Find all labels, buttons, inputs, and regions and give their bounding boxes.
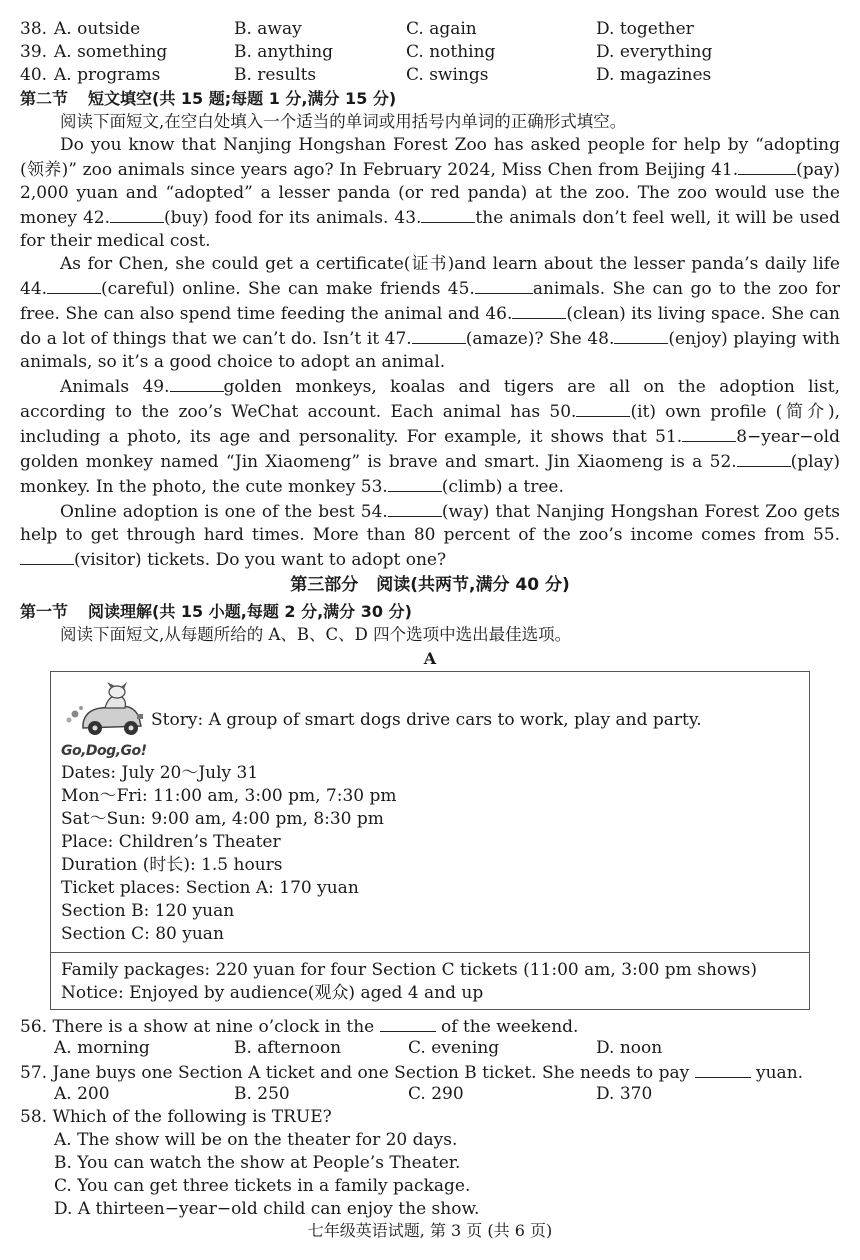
question-57-stem: 57. Jane buys one Section A ticket and one Section B ticket. She needs to pay yuan. bbox=[20, 1060, 840, 1083]
option-a[interactable]: A. something bbox=[54, 42, 168, 62]
option-c[interactable]: C. 290 bbox=[408, 1084, 464, 1104]
ad-family-packages: Family packages: 220 yuan for four Section C tickets (11:00 am, 3:00 pm shows) bbox=[61, 960, 758, 980]
option-b[interactable]: B. 250 bbox=[234, 1084, 290, 1104]
blank-47[interactable] bbox=[412, 326, 466, 344]
blank-56[interactable] bbox=[380, 1014, 436, 1032]
ad-main bbox=[51, 672, 809, 952]
option-c[interactable]: C. swings bbox=[406, 65, 489, 85]
page-footer: 七年级英语试题, 第 3 页 (共 6 页) bbox=[307, 1221, 553, 1240]
ad-footer bbox=[51, 952, 809, 1009]
part-3-section-1-heading bbox=[20, 600, 840, 623]
option-c[interactable]: C. nothing bbox=[406, 42, 496, 62]
option-a[interactable]: A. The show will be on the theater for 20 days. bbox=[54, 1130, 458, 1150]
logo-text: Go,Dog,Go! bbox=[61, 743, 147, 759]
option-d[interactable]: D. 370 bbox=[596, 1084, 653, 1104]
question-number: 40. bbox=[20, 65, 48, 85]
cloze-paragraph-4: Online adoption is one of the best 54. (way) that Nanjing Hongshan Forest Zoo gets help to get through hard times. More than 80 percent of the zoo’s income comes from 55.(visitor) tickets. Do you want to adopt one? bbox=[20, 499, 840, 572]
blank-42[interactable] bbox=[110, 205, 164, 223]
question-number: 39. bbox=[20, 42, 48, 62]
cloze-paragraph-2: As for Chen, she could get a certificate(证书)and learn about the lesser panda’s daily life 44. (careful) online. She can make friends 45. animals. She can go to the zoo for free. She can also spend time feeding the animal and 46. (clean) its living space. She can do a lot of things that we can’t do. Isn’t it 47. (amaze)? She 48. (enjoy) playing with animals, so it’s a good choice to adopt an animal. bbox=[20, 254, 840, 372]
question-56-stem: 56. There is a show at nine o’clock in the of the weekend. bbox=[20, 1014, 840, 1037]
ad-ticket-section-a: Ticket places: Section A: 170 yuan bbox=[61, 878, 359, 898]
option-c[interactable]: C. evening bbox=[408, 1038, 500, 1058]
option-d[interactable]: D. noon bbox=[596, 1038, 663, 1058]
section-2-instruction: 阅读下面短文,在空白处填入一个适当的单词或用括号内单词的正确形式填空。 bbox=[60, 112, 627, 131]
cloze-passage bbox=[20, 134, 840, 572]
blank-57[interactable] bbox=[695, 1060, 751, 1078]
blank-54[interactable] bbox=[388, 499, 442, 517]
blank-44[interactable] bbox=[47, 276, 101, 294]
section-1-title: 阅读理解(共 15 小题,每题 2 分,满分 30 分) bbox=[88, 602, 412, 621]
option-a[interactable]: A. outside bbox=[54, 19, 141, 39]
dog-car-logo-icon bbox=[61, 680, 153, 740]
question-number: 38. bbox=[20, 19, 48, 39]
option-c[interactable]: C. You can get three tickets in a family package. bbox=[54, 1176, 471, 1196]
part-3-heading bbox=[20, 574, 840, 600]
ad-weekend-times: Sat〜Sun: 9:00 am, 4:00 pm, 8:30 pm bbox=[61, 809, 384, 829]
blank-43[interactable] bbox=[421, 205, 475, 223]
option-b[interactable]: B. results bbox=[234, 65, 317, 85]
ad-ticket-section-b: Section B: 120 yuan bbox=[61, 901, 235, 921]
ad-duration: Duration (时长): 1.5 hours bbox=[61, 855, 283, 875]
section-2-title: 短文填空(共 15 题;每题 1 分,满分 15 分) bbox=[88, 89, 397, 108]
blank-52[interactable] bbox=[737, 449, 791, 467]
option-a[interactable]: A. programs bbox=[54, 65, 161, 85]
section-2-label: 第二节 bbox=[20, 89, 69, 108]
section-2-heading bbox=[20, 87, 840, 110]
ad-story: Story: A group of smart dogs drive cars to work, play and party. bbox=[151, 710, 702, 730]
option-a[interactable]: A. 200 bbox=[54, 1084, 110, 1104]
show-advertisement bbox=[50, 671, 810, 1010]
cloze-paragraph-3: Animals 49. golden monkeys, koalas and tigers are all on the adoption list, according to the zoo’s WeChat account. Each animal has 50. (it) own profile (简介), including a photo, its age and personality. For example, it shows that 51. 8−year−old golden monkey named “Jin Xiaomeng” is brave and smart. Jin Xiaomeng is a 52. (play) monkey. In the photo, the cute monkey 53. (climb) a tree. bbox=[20, 374, 840, 499]
question-38 bbox=[20, 18, 840, 41]
option-d[interactable]: D. everything bbox=[596, 42, 713, 62]
question-39 bbox=[20, 41, 840, 64]
part-3-title: 阅读(共两节,满分 40 分) bbox=[376, 575, 570, 595]
blank-45[interactable] bbox=[475, 276, 533, 294]
exam-page bbox=[20, 18, 840, 1221]
passage-letter: A bbox=[423, 649, 437, 668]
question-57-options bbox=[20, 1083, 840, 1106]
question-40 bbox=[20, 64, 840, 87]
ad-ticket-section-c: Section C: 80 yuan bbox=[61, 924, 224, 944]
ad-weekday-times: Mon〜Fri: 11:00 am, 3:00 pm, 7:30 pm bbox=[61, 786, 397, 806]
blank-51[interactable] bbox=[682, 424, 736, 442]
option-d[interactable]: D. magazines bbox=[596, 65, 712, 85]
option-d[interactable]: D. together bbox=[596, 19, 694, 39]
ad-dates: Dates: July 20〜July 31 bbox=[61, 763, 259, 783]
blank-55[interactable] bbox=[20, 547, 74, 565]
ad-notice: Notice: Enjoyed by audience(观众) aged 4 and up bbox=[61, 983, 484, 1003]
part-3-label: 第三部分 bbox=[290, 575, 359, 595]
cloze-paragraph-1: Do you know that Nanjing Hongshan Forest Zoo has asked people for help by “adopting (领养)” zoo animals since years ago? In February 2024, Miss Chen from Beijing 41. (pay) 2,000 yuan and “adopted” a lesser panda (or red panda) at the zoo. The zoo would use the money 42. (buy) food for its animals. 43. the animals don’t feel well, it will be used for their medical cost. bbox=[20, 135, 840, 251]
question-56-options bbox=[20, 1037, 840, 1060]
option-b[interactable]: B. afternoon bbox=[234, 1038, 342, 1058]
section-1-label: 第一节 bbox=[20, 602, 69, 621]
option-a[interactable]: A. morning bbox=[54, 1038, 150, 1058]
choice-questions bbox=[20, 18, 840, 87]
option-b[interactable]: B. anything bbox=[234, 42, 334, 62]
blank-53[interactable] bbox=[388, 474, 442, 492]
blank-46[interactable] bbox=[512, 301, 566, 319]
reading-questions bbox=[20, 1014, 840, 1221]
option-b[interactable]: B. away bbox=[234, 19, 302, 39]
blank-41[interactable] bbox=[738, 157, 796, 175]
option-b[interactable]: B. You can watch the show at People’s Theater. bbox=[54, 1153, 461, 1173]
ad-place: Place: Children’s Theater bbox=[61, 832, 281, 852]
option-c[interactable]: C. again bbox=[406, 19, 477, 39]
blank-48[interactable] bbox=[614, 326, 668, 344]
option-d[interactable]: D. A thirteen−year−old child can enjoy the show. bbox=[54, 1199, 480, 1219]
blank-50[interactable] bbox=[576, 399, 630, 417]
blank-49[interactable] bbox=[170, 374, 224, 392]
reading-instruction: 阅读下面短文,从每题所给的 A、B、C、D 四个选项中选出最佳选项。 bbox=[60, 625, 572, 644]
question-58-stem: 58. Which of the following is TRUE? bbox=[20, 1107, 332, 1127]
